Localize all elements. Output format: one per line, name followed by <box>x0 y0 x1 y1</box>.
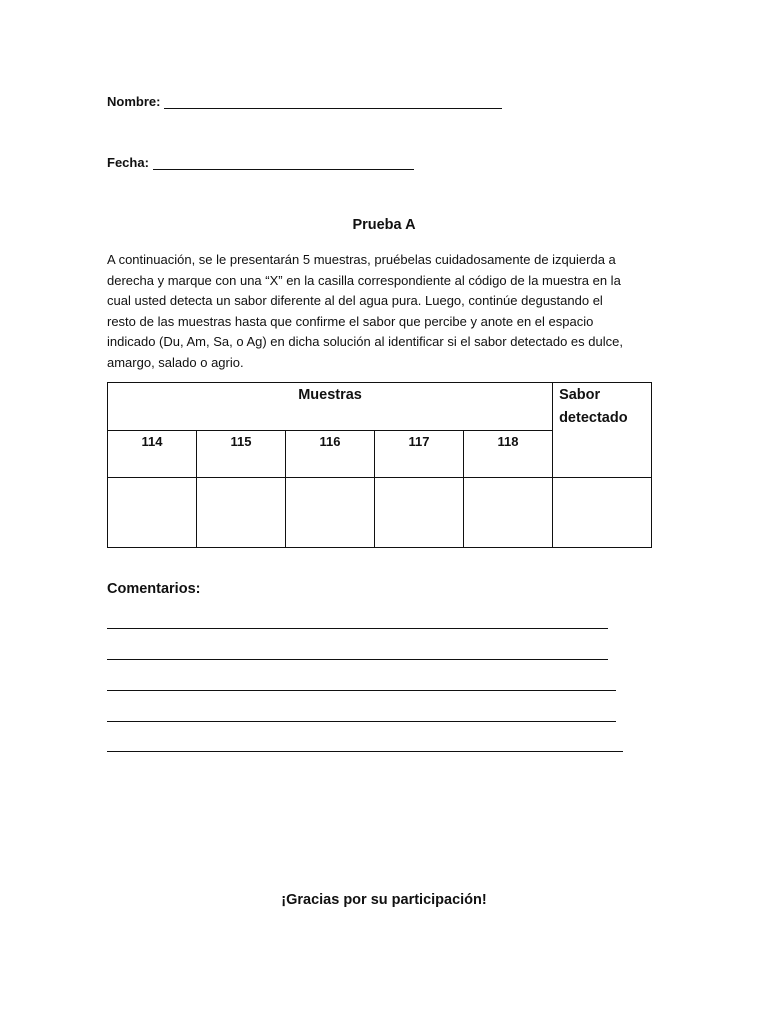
fecha-label: Fecha: <box>107 155 149 170</box>
fecha-field <box>107 155 414 170</box>
answer-cell-114[interactable] <box>108 478 197 548</box>
comment-line[interactable] <box>107 721 616 722</box>
instruction-line: indicado (Du, Am, Sa, o Ag) en dicha solución al identificar si el sabor detectado es dulce, <box>107 334 623 350</box>
fecha-input-line[interactable] <box>153 156 414 170</box>
answer-cell-115[interactable] <box>197 478 286 548</box>
comment-line[interactable] <box>107 751 623 752</box>
sample-code-116: 116 <box>286 431 375 478</box>
sabor-header-line: Sabor <box>559 387 601 403</box>
answer-cell-118[interactable] <box>464 478 553 548</box>
answer-cell-117[interactable] <box>375 478 464 548</box>
sample-code-114: 114 <box>108 431 197 478</box>
sabor-header-line: detectado <box>559 410 628 426</box>
comments-title: Comentarios: <box>107 581 201 597</box>
sample-code-115: 115 <box>197 431 286 478</box>
samples-table <box>107 382 652 548</box>
comment-line[interactable] <box>107 659 608 660</box>
sample-code-117: 117 <box>375 431 464 478</box>
instruction-line: A continuación, se le presentarán 5 muestras, pruébelas cuidadosamente de izquierda a <box>107 252 616 267</box>
nombre-input-line[interactable] <box>164 95 502 109</box>
nombre-field <box>107 94 502 109</box>
instruction-line: cual usted detecta un sabor diferente al del agua pura. Luego, continúe degustando el <box>107 293 603 309</box>
sabor-detectado-header <box>553 383 652 478</box>
nombre-label: Nombre: <box>107 94 161 109</box>
comment-line[interactable] <box>107 628 608 629</box>
instruction-line: amargo, salado o agrio. <box>107 354 244 370</box>
answer-cell-sabor[interactable] <box>553 478 652 548</box>
answer-cell-116[interactable] <box>286 478 375 548</box>
instruction-line: derecha y marque con una “X” en la casilla correspondiente al código de la muestra en la <box>107 272 621 288</box>
comment-line[interactable] <box>107 690 616 691</box>
instructions-paragraph <box>107 250 655 374</box>
thanks-message: ¡Gracias por su participación! <box>281 892 487 908</box>
instruction-line: resto de las muestras hasta que confirme el sabor que percibe y anote en el espacio <box>107 313 594 329</box>
muestras-header: Muestras <box>108 383 553 431</box>
page-title: Prueba A <box>352 217 416 233</box>
sample-code-118: 118 <box>464 431 553 478</box>
